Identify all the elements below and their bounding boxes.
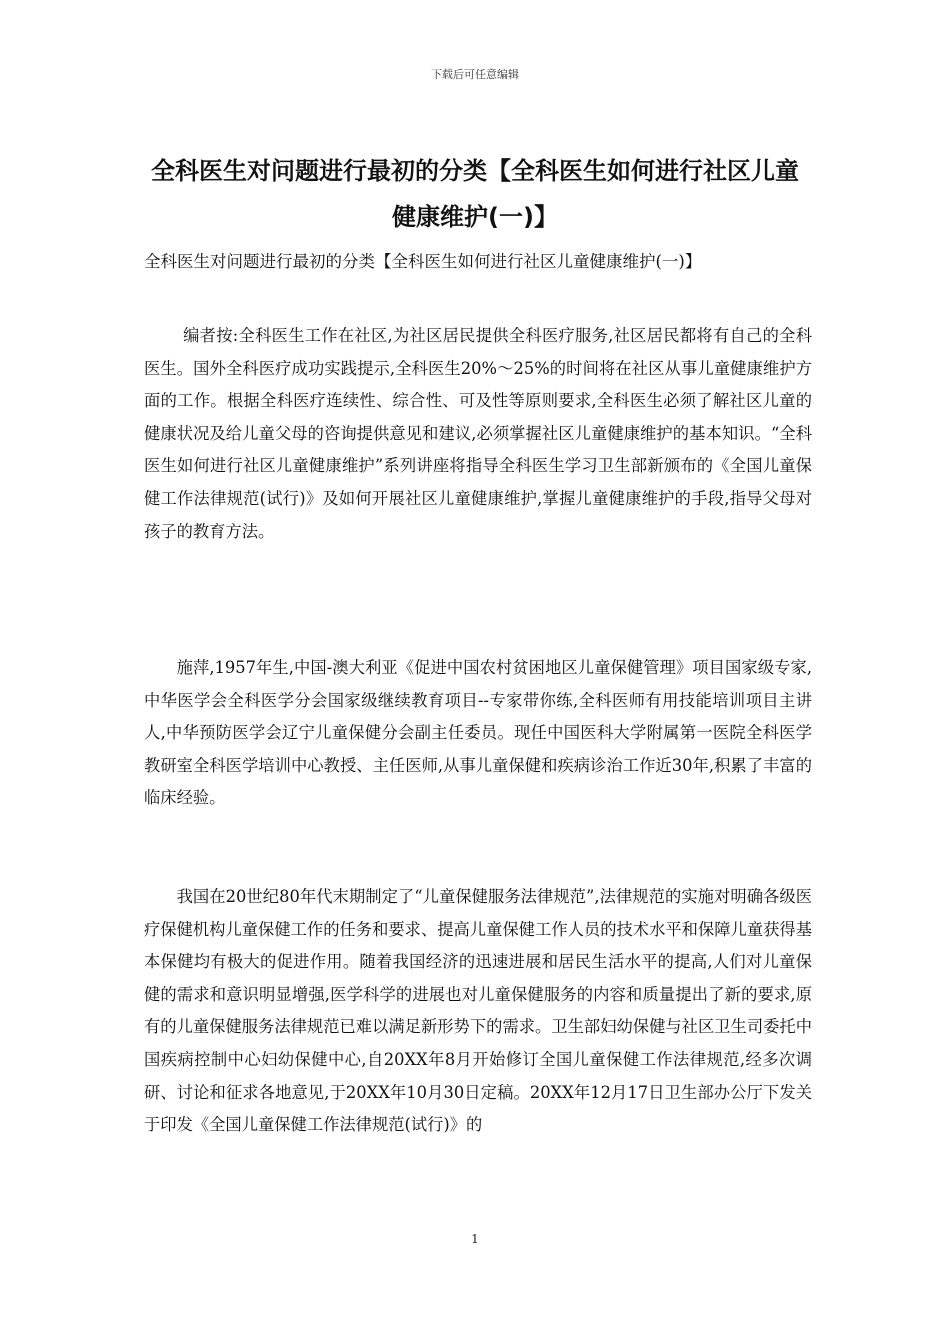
body-paragraph: 我国在20世纪80年代末期制定了“儿童保健服务法律规范”,法律规范的实施对明确各级医疗保健机构儿童保健工作的任务和要求、提高儿童保健工作人员的技术水平和保障儿童获得基本保健均有极大的促进作用。随着我国经济的迅速进展和居民生活水平的提高,人们对儿童保健的需求和意识明显增强,医学科学的进展也对儿童保健服务的内容和质量提出了新的要求,原有的儿童保健服务法律规范已难以满足新形势下的需求。卫生部妇幼保健与社区卫生司委托中国疾病控制中心妇幼保健中心,自20XX年8月开始修订全国儿童保健工作法律规范,经多次调研、讨论和征求各地意见,于20XX年10月30日定稿。20XX年12月17日卫生部办公厅下发关于印发《全国儿童保健工作法律规范(试行)》的: [144, 887, 812, 1135]
header-note: 下载后可任意编辑: [431, 68, 519, 81]
document-subtitle: 全科医生对问题进行最初的分类【全科医生如何进行社区儿童健康维护(一)】: [144, 252, 702, 271]
document-title: 全科医生对问题进行最初的分类【全科医生如何进行社区儿童健康维护(一)】: [151, 157, 799, 231]
editor-note-paragraph: 编者按:全科医生工作在社区,为社区居民提供全科医疗服务,社区居民都将有自己的全科医生。国外全科医疗成功实践提示,全科医生20%～25%的时间将在社区从事儿童健康维护方面的工作。根据全科医疗连续性、综合性、可及性等原则要求,全科医生必须了解社区儿童的健康状况及给儿童父母的咨询提供意见和建议,必须掌握社区儿童健康维护的基本知识。“全科医生如何进行社区儿童健康维护”系列讲座将指导全科医生学习卫生部新颁布的《全国儿童保健工作法律规范(试行)》及如何开展社区儿童健康维护,掌握儿童健康维护的手段,指导父母对孩子的教育方法。: [144, 326, 812, 541]
author-bio-paragraph: 施萍,1957年生,中国-澳大利亚《促进中国农村贫困地区儿童保健管理》项目国家级专家,中华医学会全科医学分会国家级继续教育项目--专家带你练,全科医师有用技能培训项目主讲人,中华预防医学会辽宁儿童保健分会副主任委员。现任中国医科大学附属第一医院全科医学教研室全科医学培训中心教授、主任医师,从事儿童保健和疾病诊治工作近30年,积累了丰富的临床经验。: [144, 658, 812, 808]
page-number: 1: [471, 1232, 479, 1246]
